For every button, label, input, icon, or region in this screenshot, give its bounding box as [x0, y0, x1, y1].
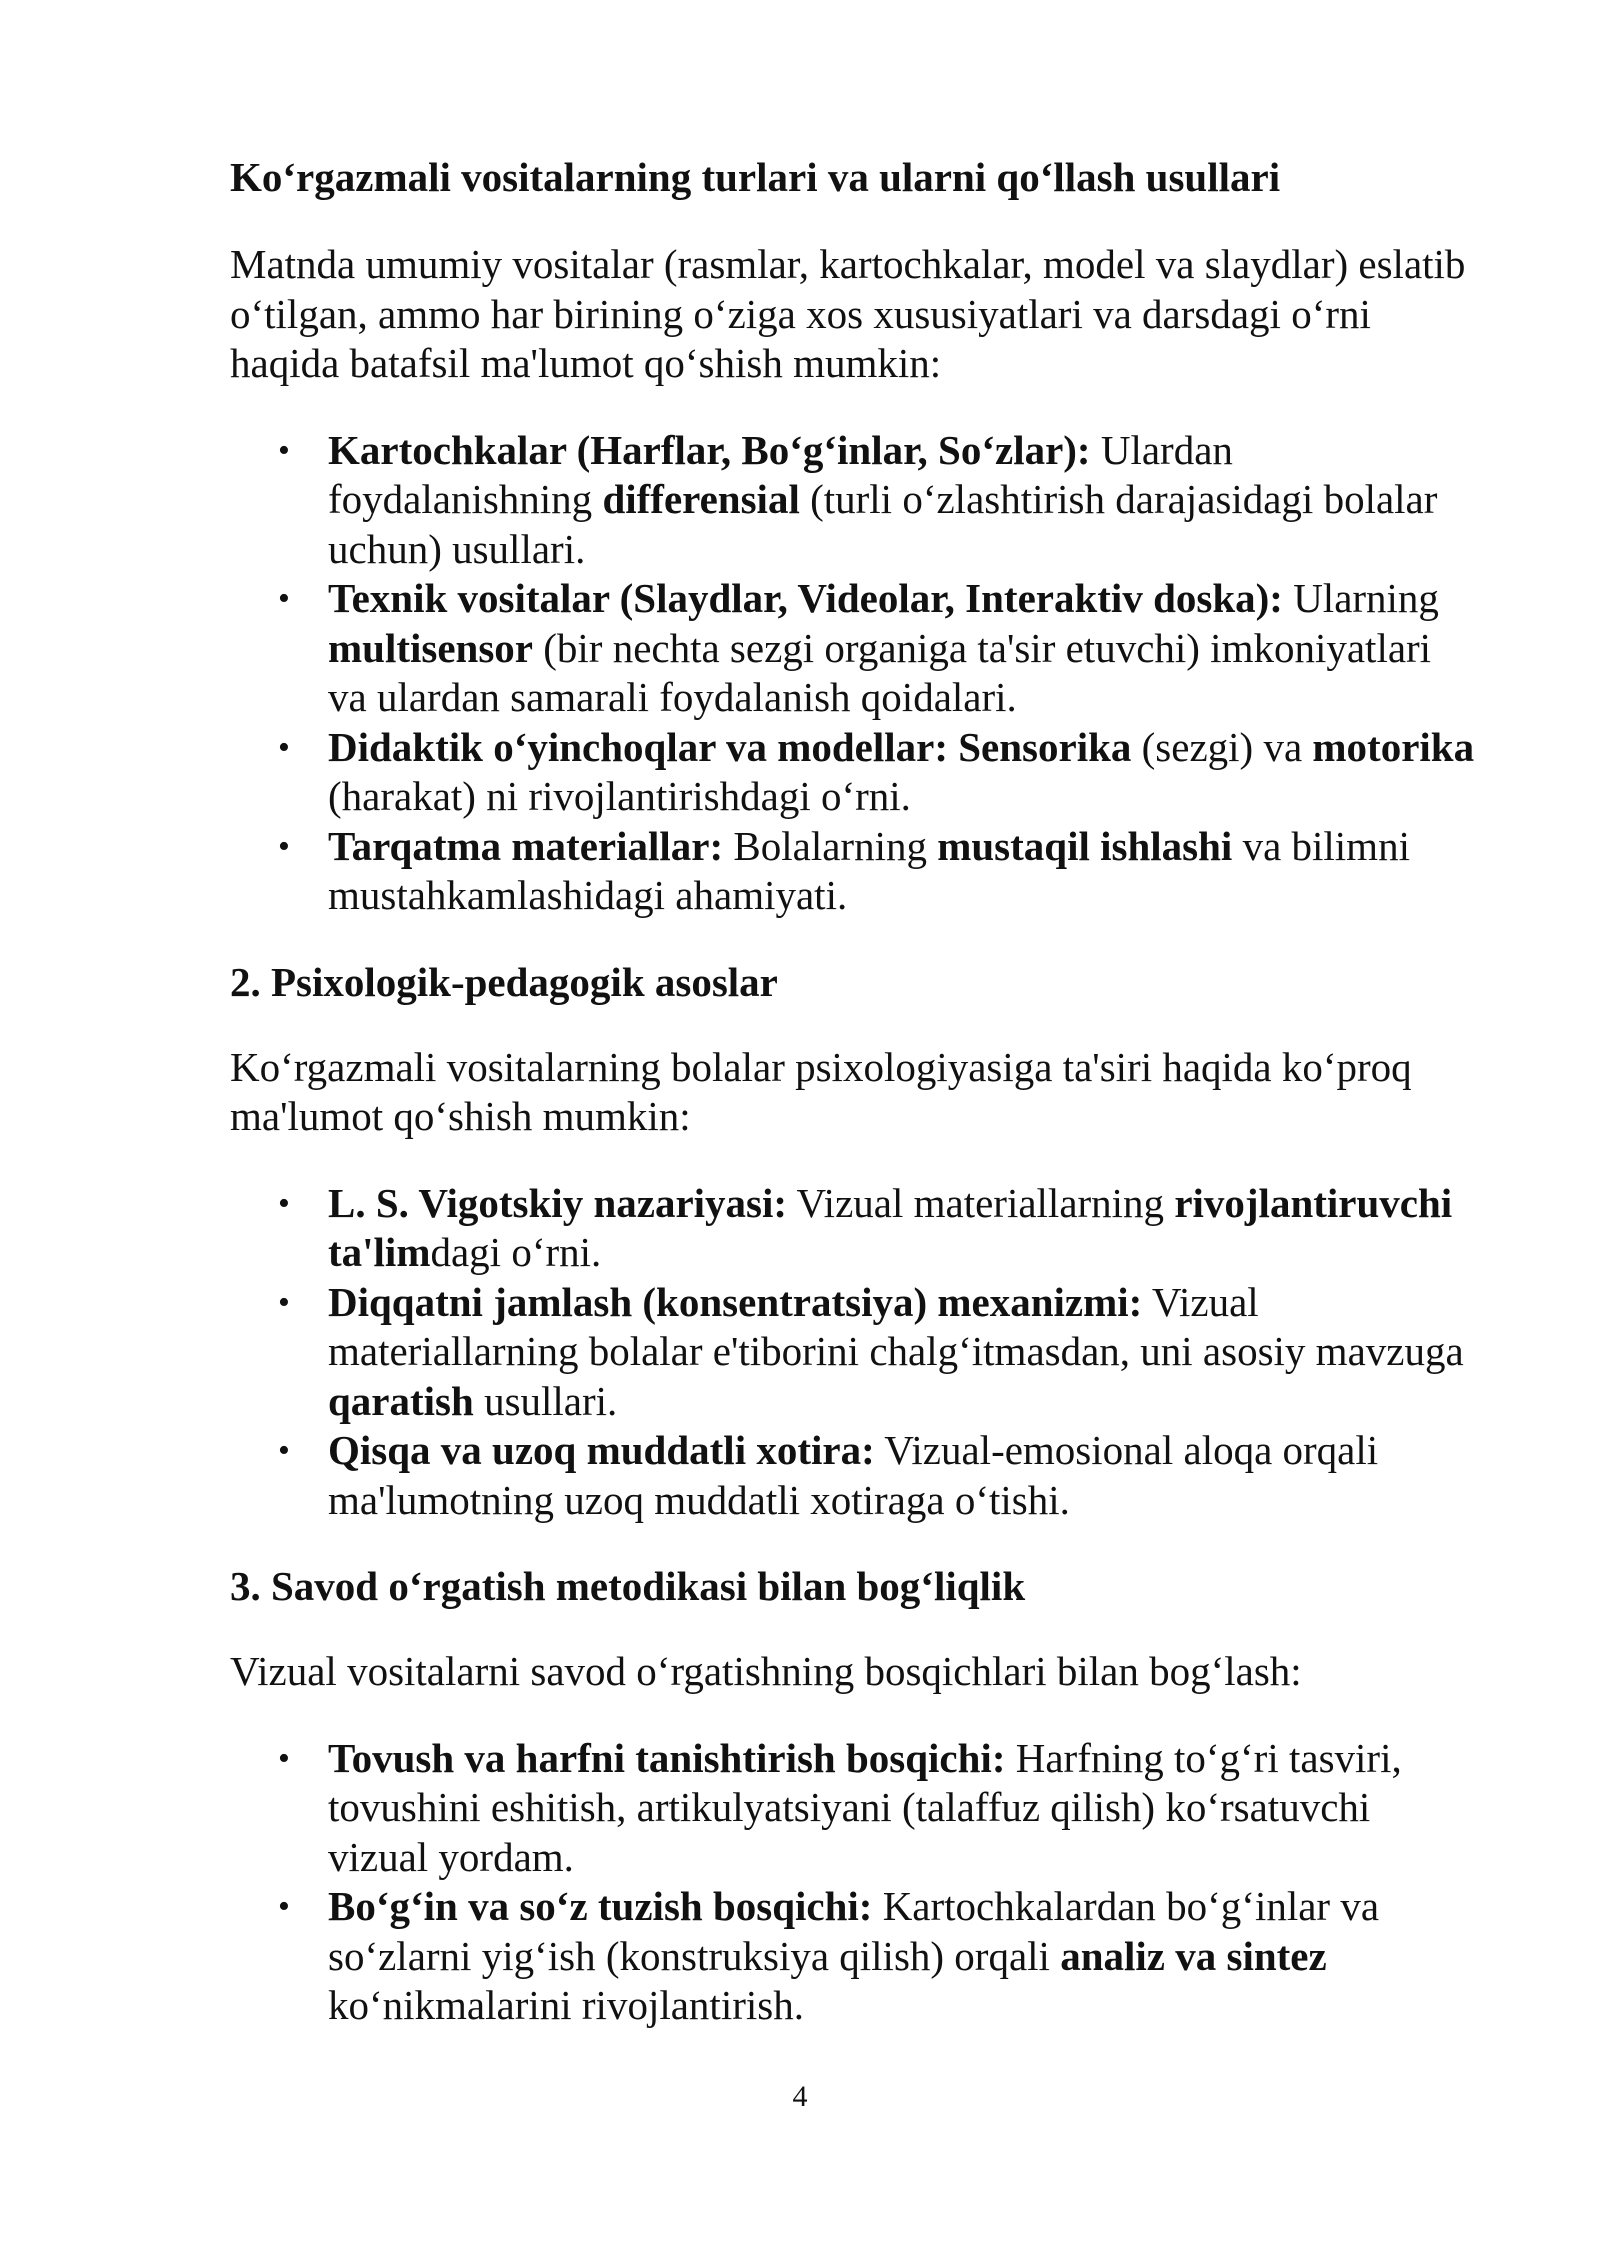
bold-text: Didaktik oʻyinchoqlar va modellar: — [328, 723, 948, 770]
section-intro-visual-aids: Matnda umumiy vositalar (rasmlar, kartochkalar, model va slaydlar) eslatib oʻtilgan, ammo har birining oʻziga xos xususiyatlari va darsdagi oʻrni haqida batafsil ma'lumot qoʻshish mumkin: — [230, 241, 1466, 386]
text: Kartochkalardan boʻgʻinlar va soʻzlarni yigʻish (konstruksiya qilish) orqali — [328, 1883, 1380, 1979]
text: Harfning toʻgʻri tasviri, tovushini eshitish, artikulyatsiyani (talaffuz qilish) koʻrsatuvchi vizual yordam. — [328, 1734, 1402, 1880]
bold-text: Diqqatni jamlash (konsentratsiya) mexanizmi: — [328, 1278, 1143, 1325]
bold-text: Sensorika — [958, 723, 1132, 770]
list-item — [230, 574, 1480, 723]
section-intro-literacy-method: Vizual vositalarni savod oʻrgatishning bosqichlari bilan bogʻlash: — [230, 1648, 1302, 1694]
bullet-icon: • — [278, 431, 290, 469]
text: Ulardan foydalanishning — [328, 426, 1233, 522]
text: Ularning — [1282, 575, 1439, 621]
bullet-icon: • — [278, 1283, 290, 1321]
section-heading-visual-aids-types: Koʻrgazmali vositalarning turlari va ularni qoʻllash usullari — [230, 154, 1281, 200]
bullet-icon: • — [278, 1184, 290, 1222]
bold-text: L. S. Vigotskiy nazariyasi: — [328, 1179, 788, 1226]
bold-text: Qisqa va uzoq muddatli xotira: — [328, 1427, 875, 1473]
text: Vizual materiallarning bolalar e'tiborini chalgʻitmasdan, uni asosiy mavzuga — [328, 1278, 1464, 1374]
list-item — [230, 1179, 1480, 1278]
bold-text: Boʻgʻin va soʻz tuzish bosqichi: — [328, 1883, 873, 1929]
bold-text: qaratish — [328, 1377, 474, 1424]
section-intro-psych-pedagogy: Koʻrgazmali vositalarning bolalar psixologiyasiga ta'siri haqida koʻproq ma'lumot qoʻshish mumkin: — [230, 1043, 1412, 1139]
bold-text: multisensor — [328, 624, 533, 671]
text: va bilimni mustahkamlashidagi ahamiyati. — [328, 822, 1410, 918]
list-item — [230, 1734, 1480, 1883]
bold-text: differensial — [602, 476, 800, 522]
text: (bir nechta sezgi organiga ta'sir etuvchi) imkoniyatlari va ulardan samarali foydalanish qoidalari. — [328, 624, 1432, 720]
bullet-icon: • — [278, 580, 290, 617]
bullet-icon: • — [278, 827, 290, 865]
list-item — [230, 1278, 1480, 1427]
bullet-icon: • — [278, 1432, 290, 1469]
bold-text: Kartochkalar (Harflar, Boʻgʻinlar, Soʻzlar): — [328, 426, 1091, 473]
list-item — [230, 1882, 1480, 2031]
list-item — [230, 426, 1480, 575]
bold-text: mustaqil ishlashi — [937, 822, 1233, 869]
document-page — [230, 150, 1480, 2031]
list-item — [230, 1426, 1480, 1525]
bold-text: motorika — [1312, 723, 1475, 770]
bold-text: rivojlantiruvchi ta'lim — [328, 1179, 1453, 1275]
page-number: 4 — [792, 2080, 808, 2113]
bold-text: Tarqatma materiallar: — [328, 822, 724, 869]
bold-text: Tovush va harfni tanishtirish bosqichi: — [328, 1734, 1006, 1781]
section-heading-literacy-method: 3. Savod oʻrgatish metodikasi bilan bogʻliqlik — [230, 1563, 1026, 1609]
text: Bolalarning — [723, 822, 938, 869]
bullet-list-literacy-method — [230, 1734, 1480, 2031]
bullet-icon: • — [278, 1739, 290, 1777]
text: Vizual-emosional aloqa orqali ma'lumotning uzoq muddatli xotiraga oʻtishi. — [328, 1427, 1379, 1523]
text: (turli oʻzlashtirish darajasidagi bolalar uchun) usullari. — [328, 476, 1438, 572]
text: usullari. — [473, 1377, 618, 1424]
text: dagi oʻrni. — [430, 1229, 602, 1275]
bullet-list-psych-pedagogy — [230, 1179, 1480, 1526]
section-heading-psych-pedagogy: 2. Psixologik-pedagogik asoslar — [230, 958, 778, 1005]
bold-text: Texnik vositalar (Slaydlar, Videolar, Interaktiv doska): — [328, 575, 1283, 621]
text: (sezgi) va — [1131, 723, 1313, 770]
text: koʻnikmalarini rivojlantirish. — [328, 1982, 804, 2028]
text: (harakat) ni rivojlantirishdagi oʻrni. — [328, 773, 911, 819]
bullet-icon: • — [278, 728, 290, 766]
list-item — [230, 822, 1480, 921]
bullet-icon: • — [278, 1888, 290, 1925]
bullet-list-visual-aids — [230, 426, 1480, 921]
text: Vizual materiallarning — [787, 1179, 1175, 1226]
text — [948, 724, 958, 770]
bold-text: analiz va sintez — [1060, 1932, 1327, 1979]
list-item — [230, 723, 1480, 822]
